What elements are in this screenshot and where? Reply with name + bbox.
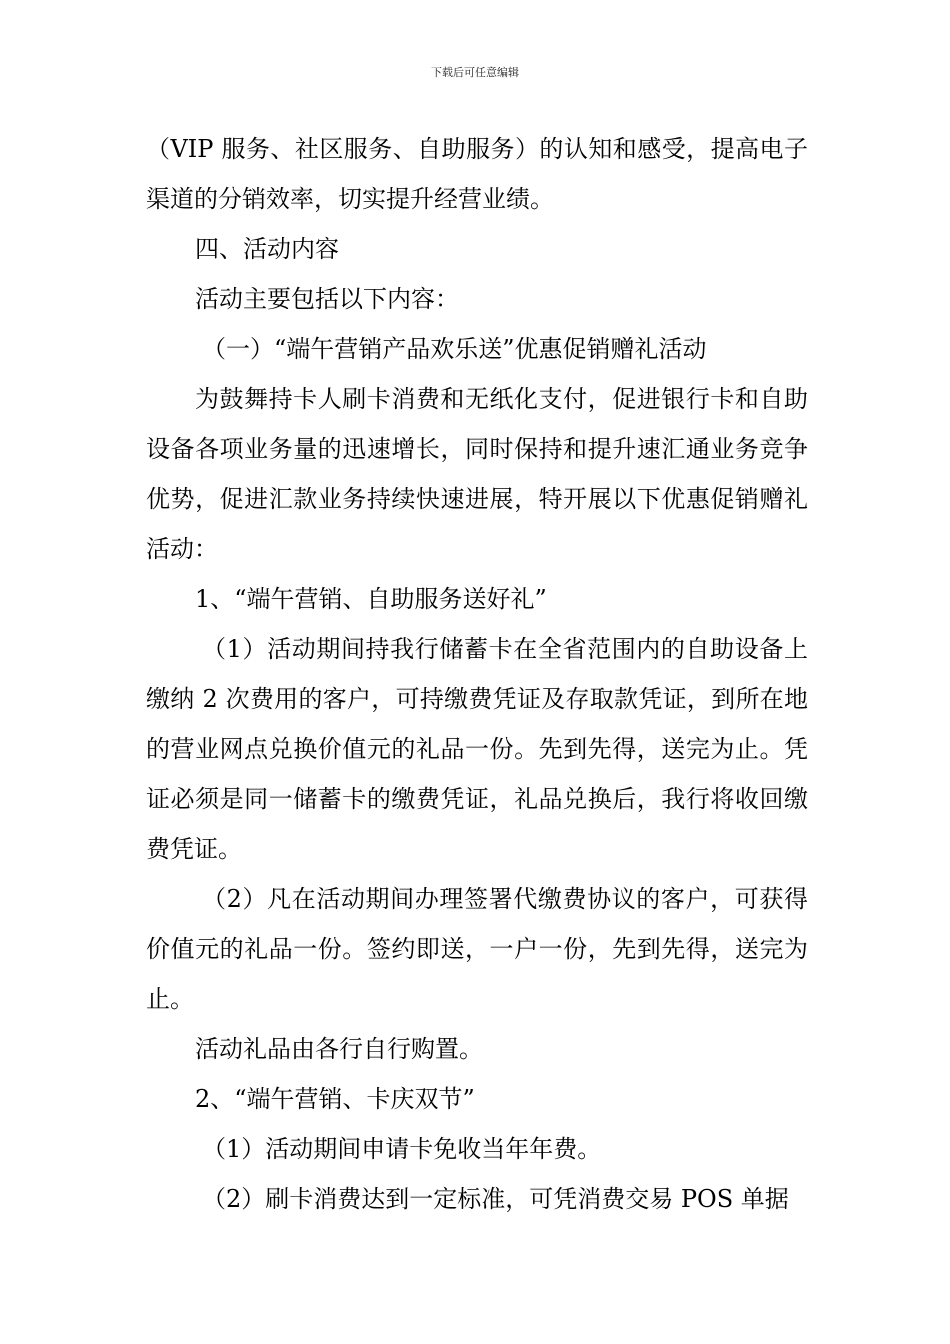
subsection-heading-1: （一）“端午营销产品欢乐送”优惠促销赠礼活动	[202, 335, 707, 363]
document-body	[146, 124, 808, 1224]
paragraph-gifts: 活动礼品由各行自行购置。	[195, 1035, 483, 1063]
page-header: 下载后可任意编辑	[431, 66, 519, 79]
paragraph-continuation: （VIP 服务、社区服务、自助服务）的认知和感受，提高电子渠道的分销效率，切实提升经营业绩。	[146, 135, 808, 213]
paragraph-item-2-2: （2）刷卡消费达到一定标准，可凭消费交易 POS 单据	[202, 1185, 789, 1213]
item-heading-2: 2、“端午营销、卡庆双节”	[195, 1085, 475, 1113]
paragraph-item-1-1: （1）活动期间持我行储蓄卡在全省范围内的自助设备上缴纳 2 次费用的客户，可持缴费凭证及存取款凭证，到所在地的营业网点兑换价值元的礼品一份。先到先得，送完为止。凭证必须是同一储蓄卡的缴费凭证，礼品兑换后，我行将收回缴费凭证。	[146, 635, 808, 863]
section-heading-activity-content: 四、活动内容	[195, 235, 339, 263]
paragraph-intro: 活动主要包括以下内容：	[195, 285, 459, 313]
paragraph-item-1-2: （2）凡在活动期间办理签署代缴费协议的客户，可获得价值元的礼品一份。签约即送，一户一份，先到先得，送完为止。	[146, 885, 808, 1013]
item-heading-1: 1、“端午营销、自助服务送好礼”	[195, 585, 547, 613]
paragraph-item-2-1: （1）活动期间申请卡免收当年年费。	[202, 1135, 602, 1163]
paragraph-purpose: 为鼓舞持卡人刷卡消费和无纸化支付，促进银行卡和自助设备各项业务量的迅速增长，同时保持和提升速汇通业务竞争优势，促进汇款业务持续快速进展，特开展以下优惠促销赠礼活动：	[146, 385, 808, 563]
